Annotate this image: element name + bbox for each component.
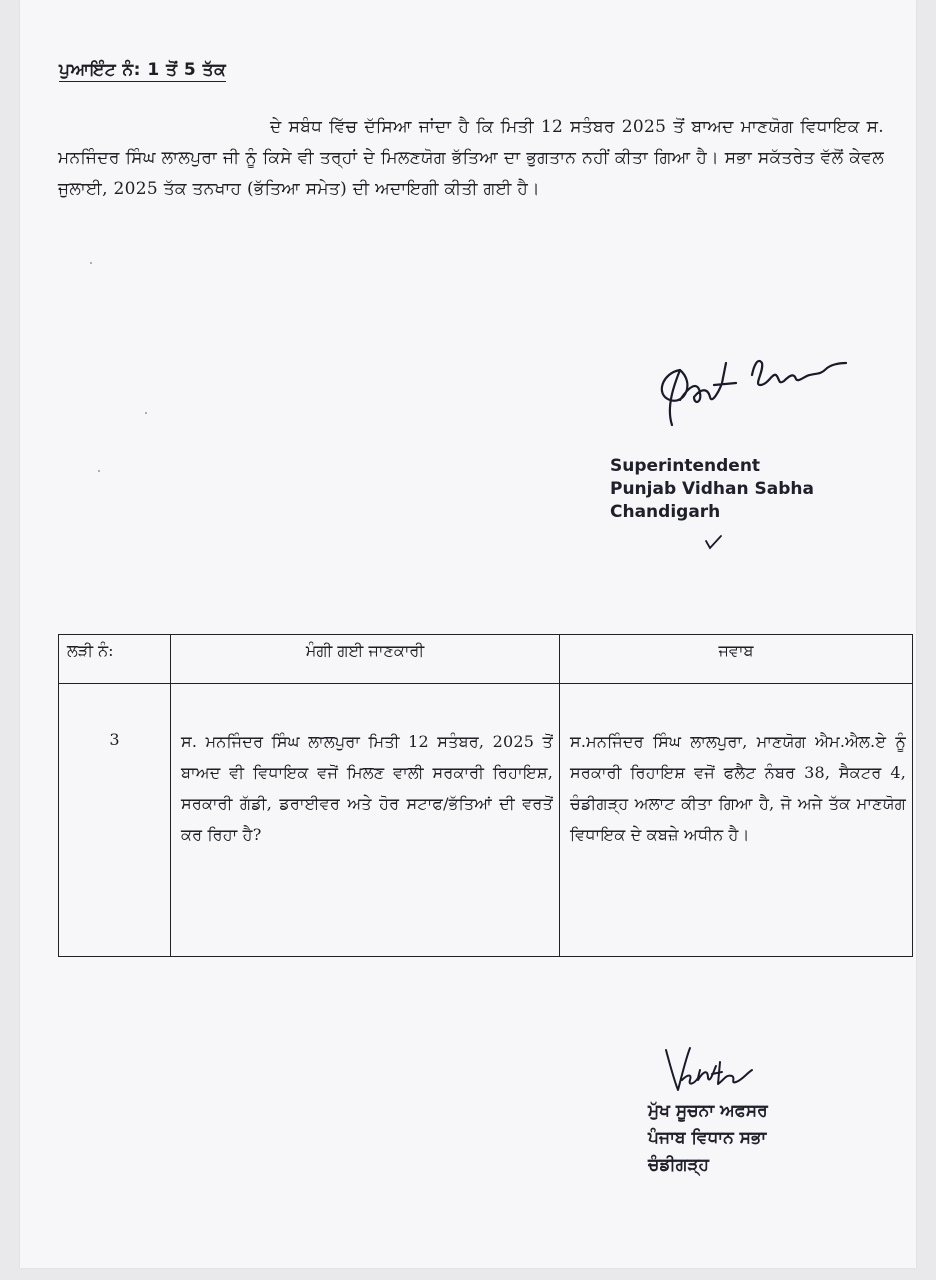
superintendent-office: Punjab Vidhan Sabha [610, 479, 814, 499]
header-serial: ਲੜੀ ਨੰ: [59, 635, 171, 684]
information-table [58, 634, 913, 957]
pio-office: ਪੰਜਾਬ ਵਿਧਾਨ ਸਭਾ [648, 1128, 767, 1148]
table-header-row [59, 635, 913, 684]
superintendent-block [610, 455, 814, 524]
superintendent-signature [650, 345, 860, 430]
body-paragraph: ਦੇ ਸਬੰਧ ਵਿੱਚ ਦੱਸਿਆ ਜਾਂਦਾ ਹੈ ਕਿ ਮਿਤੀ 12 ਸਤੰਬਰ 2025 ਤੋਂ ਬਾਅਦ ਮਾਣਯੋਗ ਵਿਧਾਇਕ ਸ. ਮਨਜਿੰਦਰ ਸਿੰਘ ਲਾਲਪੁਰਾ ਜੀ ਨੂੰ ਕਿਸੇ ਵੀ ਤਰ੍ਹਾਂ ਦੇ ਮਿਲਣਯੋਗ ਭੱਤਿਆ ਦਾ ਭੁਗਤਾਨ ਨਹੀਂ ਕੀਤਾ ਗਿਆ ਹੈ। ਸਭਾ ਸਕੱਤਰੇਤ ਵੱਲੋਂ ਕੇਵਲ ਜੁਲਾਈ, 2025 ਤੱਕ ਤਨਖਾਹ (ਭੱਤਿਆ ਸਮੇਤ) ਦੀ ਅਦਾਇਗੀ ਕੀਤੀ ਗਈ ਹੈ। [58, 117, 884, 199]
superintendent-city: Chandigarh [610, 502, 721, 522]
superintendent-title: Superintendent [610, 456, 761, 476]
header-question: ਮੰਗੀ ਗਈ ਜਾਣਕਾਰੀ [171, 635, 560, 684]
pio-title: ਮੁੱਖ ਸੂਚਨਾ ਅਫਸਰ [648, 1101, 768, 1121]
document-heading: ਪੁਆਇੰਟ ਨੰ: 1 ਤੋਂ 5 ਤੱਕ [59, 60, 227, 80]
tick-mark-icon [703, 533, 725, 551]
document-page [20, 0, 916, 1268]
table-row [59, 684, 913, 957]
pio-signature [660, 1040, 760, 1096]
row-question: ਸ. ਮਨਜਿੰਦਰ ਸਿੰਘ ਲਾਲਪੁਰਾ ਮਿਤੀ 12 ਸਤੰਬਰ, 2025 ਤੋਂ ਬਾਅਦ ਵੀ ਵਿਧਾਇਕ ਵਜੋਂ ਮਿਲਣ ਵਾਲੀ ਸਰਕਾਰੀ ਰਿਹਾਇਸ਼, ਸਰਕਾਰੀ ਗੱਡੀ, ਡਰਾਈਵਰ ਅਤੇ ਹੋਰ ਸਟਾਫ/ਭੱਤਿਆਂ ਦੀ ਵਰਤੋਂ ਕਰ ਰਿਹਾ ਹੈ? [171, 684, 560, 957]
row-answer: ਸ.ਮਨਜਿੰਦਰ ਸਿੰਘ ਲਾਲਪੁਰਾ, ਮਾਣਯੋਗ ਐਮ.ਐਲ.ਏ ਨੂੰ ਸਰਕਾਰੀ ਰਿਹਾਇਸ਼ ਵਜੋਂ ਫਲੈਟ ਨੰਬਰ 38, ਸੈਕਟਰ 4, ਚੰਡੀਗੜ੍ਹ ਅਲਾਟ ਕੀਤਾ ਗਿਆ ਹੈ, ਜੋ ਅਜੇ ਤੱਕ ਮਾਣਯੋਗ ਵਿਧਾਇਕ ਦੇ ਕਬਜ਼ੇ ਅਧੀਨ ਹੈ। [560, 684, 913, 957]
speck [90, 262, 92, 264]
header-answer: ਜਵਾਬ [560, 635, 913, 684]
pio-city: ਚੰਡੀਗੜ੍ਹ [648, 1155, 709, 1175]
speck [98, 470, 100, 472]
pio-block [648, 1098, 768, 1179]
speck [145, 412, 147, 414]
row-serial: 3 [59, 684, 171, 957]
